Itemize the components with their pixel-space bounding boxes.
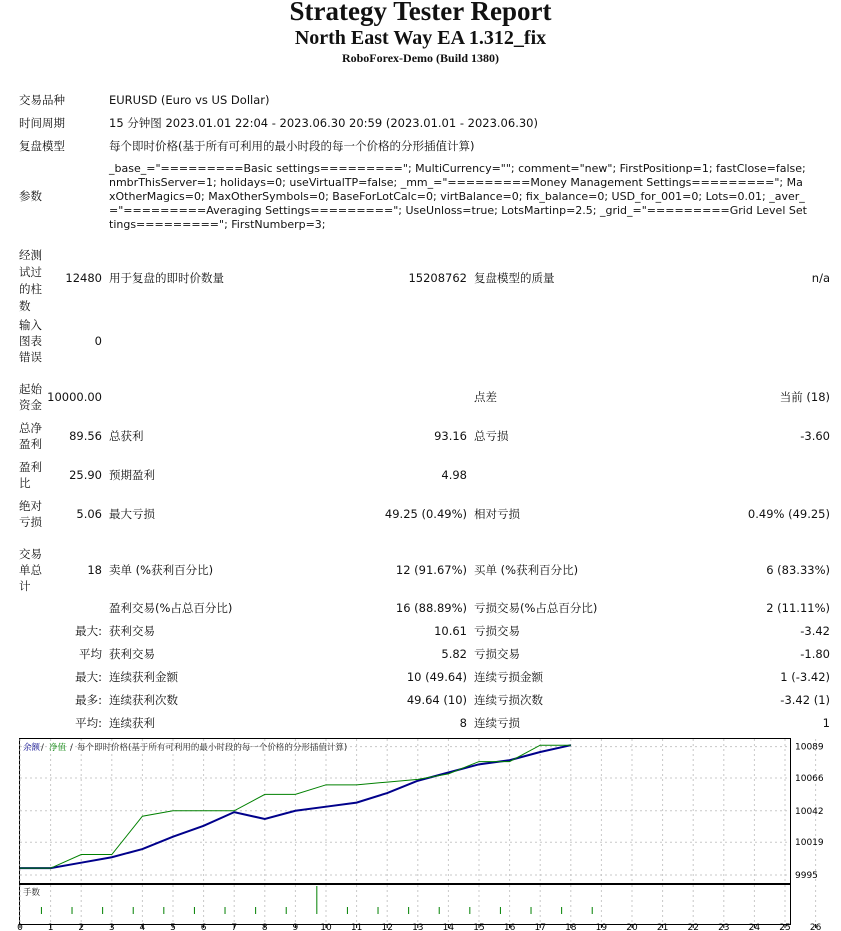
report-title: Strategy Tester Report: [289, 0, 552, 26]
balance-chart: [19, 738, 831, 930]
loss-trades-label: 亏损交易(%占总百分比): [474, 601, 598, 615]
avgcons-losses-value: 1: [822, 716, 830, 730]
long-value: 6 (83.33%): [766, 563, 830, 577]
x-tick-label: 7: [231, 923, 238, 931]
profitfactor-label: 盈利比: [19, 460, 42, 490]
lots-label: 手数: [23, 888, 41, 898]
avgcons-wins-value: 8: [459, 716, 467, 730]
errors-label: 输入图表错误: [19, 318, 42, 364]
params-label: 参数: [19, 189, 42, 203]
maxcons-label: 最大:: [75, 670, 102, 684]
grossprofit-value: 93.16: [434, 429, 467, 443]
loss-trades-value: 2 (11.11%): [766, 601, 830, 615]
x-tick-label: 3: [108, 923, 115, 931]
largest-profit-label: 获利交易: [109, 624, 155, 638]
netprofit-label: 总净盈利: [19, 421, 42, 451]
y-tick-label: 10089: [795, 742, 824, 753]
largest-loss-label: 亏损交易: [474, 624, 520, 638]
ticks-label: 用于复盘的即时价数量: [109, 271, 224, 285]
x-tick-label: 5: [170, 923, 176, 931]
long-label: 买单 (%获利百分比): [474, 563, 579, 577]
x-tick-label: 20: [626, 923, 638, 931]
x-tick-label: 0: [17, 923, 23, 931]
x-tick-label: 8: [261, 923, 268, 931]
reldd-label: 相对亏损: [474, 507, 520, 521]
quality-label: 复盘模型的质量: [474, 271, 555, 285]
trades-label: 交易单总计: [19, 547, 42, 593]
period-label: 时间周期: [19, 116, 65, 130]
trades-value: 18: [87, 563, 102, 577]
x-tick-label: 12: [381, 923, 393, 931]
x-tick-label: 1: [47, 923, 54, 931]
average-profit-label: 获利交易: [109, 647, 155, 661]
x-tick-label: 15: [473, 923, 485, 931]
average-label: 平均: [79, 647, 102, 661]
largest-loss-value: -3.42: [800, 624, 830, 638]
x-tick-label: 16: [503, 923, 516, 931]
symbol-value: EURUSD (Euro vs US Dollar): [109, 93, 270, 107]
model-label: 复盘模型: [19, 139, 65, 153]
maxcons-wins-value: 10 (49.64): [406, 670, 467, 684]
y-tick-label: 10019: [795, 838, 824, 849]
period-value: 15 分钟图 2023.01.01 22:04 - 2023.06.30 20:59 (2023.01.01 - 2023.06.30): [109, 116, 538, 130]
x-tick-label: 24: [748, 923, 761, 931]
average-loss-value: -1.80: [800, 647, 830, 661]
x-tick-label: 22: [687, 923, 699, 931]
legend-sep-2: /: [70, 743, 73, 753]
maxcons-wins-label: 连续获利金额: [109, 670, 178, 684]
grossprofit-label: 总获利: [109, 429, 144, 443]
legend-equity: 净值: [49, 743, 67, 753]
spread-value: 当前 (18): [779, 390, 830, 404]
params-value: _base_="=========Basic settings========="; MultiCurrency=""; comment="new"; FirstPositionp=1; fastClose=false; nmbrThisServer=1; holidays=0; useVirtualTP=false; _mm_="=========Money Management Settings========="; MaxOtherMagics=0; MaxOtherSymbols=0; BaseForLotCalc=0; virtBalance=0; fix_balance=0; USD_for_001=0; Lots=0.01; _aver_="=========Averaging Settings========="; UseUnloss=true; LotsMartinp=2.5; _grid_="=========Grid Level Settings========="; FirstNumberp=3;: [109, 162, 807, 231]
average-loss-label: 亏损交易: [474, 647, 520, 661]
x-tick-label: 26: [809, 923, 822, 931]
deposit-label: 起始资金: [19, 382, 42, 412]
maxdd-value: 49.25 (0.49%): [384, 507, 467, 521]
grossloss-value: -3.60: [800, 429, 830, 443]
y-tick-label: 10042: [795, 806, 824, 817]
symbol-label: 交易品种: [19, 93, 65, 107]
x-tick-label: 11: [350, 923, 363, 931]
expected-value: 4.98: [441, 468, 467, 482]
y-tick-label: 9995: [795, 871, 818, 881]
expected-label: 预期盈利: [109, 468, 155, 482]
legend-caption: 每个即时价格(基于所有可利用的最小时段的每一个价格的分形插值计算): [77, 743, 348, 753]
maxmost-profit-label: 连续获利次数: [109, 693, 178, 707]
largest-label: 最大:: [75, 624, 102, 638]
average-profit-value: 5.82: [441, 647, 467, 661]
legend-sep-1: /: [41, 743, 44, 753]
netprofit-value: 89.56: [69, 429, 102, 443]
quality-value: n/a: [811, 271, 830, 285]
maxdd-label: 最大亏损: [109, 507, 155, 521]
x-tick-label: 18: [565, 923, 577, 931]
x-tick-label: 23: [718, 923, 730, 931]
x-tick-label: 21: [656, 923, 669, 931]
avgcons-losses-label: 连续亏损: [474, 716, 520, 730]
deposit-value: 10000.00: [47, 390, 102, 404]
profit-trades-label: 盈利交易(%占总百分比): [109, 601, 233, 615]
short-label: 卖单 (%获利百分比): [109, 563, 214, 577]
x-tick-label: 4: [139, 923, 146, 931]
x-tick-label: 13: [412, 923, 424, 931]
absdd-value: 5.06: [76, 507, 102, 521]
model-value: 每个即时价格(基于所有可利用的最小时段的每一个价格的分形插值计算): [109, 139, 475, 153]
expert-name: North East Way EA 1.312_fix: [294, 27, 547, 49]
short-value: 12 (91.67%): [395, 563, 467, 577]
spread-label: 点差: [474, 390, 497, 404]
bars-label: 经测试过的柱数: [19, 248, 42, 313]
x-tick-label: 10: [320, 923, 332, 931]
maxmost-label: 最多:: [75, 693, 102, 707]
largest-profit-value: 10.61: [434, 624, 467, 638]
x-tick-label: 14: [442, 923, 455, 931]
avgcons-wins-label: 连续获利: [109, 716, 155, 730]
x-tick-label: 2: [78, 923, 85, 931]
ticks-value: 15208762: [408, 271, 467, 285]
maxcons-losses-value: 1 (-3.42): [780, 670, 830, 684]
bars-value: 12480: [65, 271, 102, 285]
x-tick-label: 25: [779, 923, 791, 931]
avgcons-label: 平均:: [75, 716, 102, 730]
maxcons-losses-label: 连续亏损金额: [474, 670, 543, 684]
errors-value: 0: [94, 334, 102, 348]
lots-plot-frame: [20, 885, 791, 925]
x-tick-label: 9: [292, 923, 299, 931]
profitfactor-value: 25.90: [69, 468, 102, 482]
grossloss-label: 总亏损: [474, 429, 509, 443]
maxmost-profit-value: 49.64 (10): [406, 693, 467, 707]
reldd-value: 0.49% (49.25): [747, 507, 830, 521]
maxmost-loss-value: -3.42 (1): [780, 693, 830, 707]
maxmost-loss-label: 连续亏损次数: [474, 693, 543, 707]
server-build: RoboForex-Demo (Build 1380): [341, 51, 500, 65]
x-tick-label: 17: [534, 923, 546, 931]
x-tick-label: 19: [595, 923, 608, 931]
legend-balance: 余额: [23, 743, 41, 753]
y-tick-label: 10066: [795, 773, 824, 784]
profit-trades-value: 16 (88.89%): [395, 601, 467, 615]
absdd-label: 绝对亏损: [19, 499, 42, 529]
x-tick-label: 6: [200, 923, 207, 931]
y-tick-labels: [795, 743, 824, 881]
